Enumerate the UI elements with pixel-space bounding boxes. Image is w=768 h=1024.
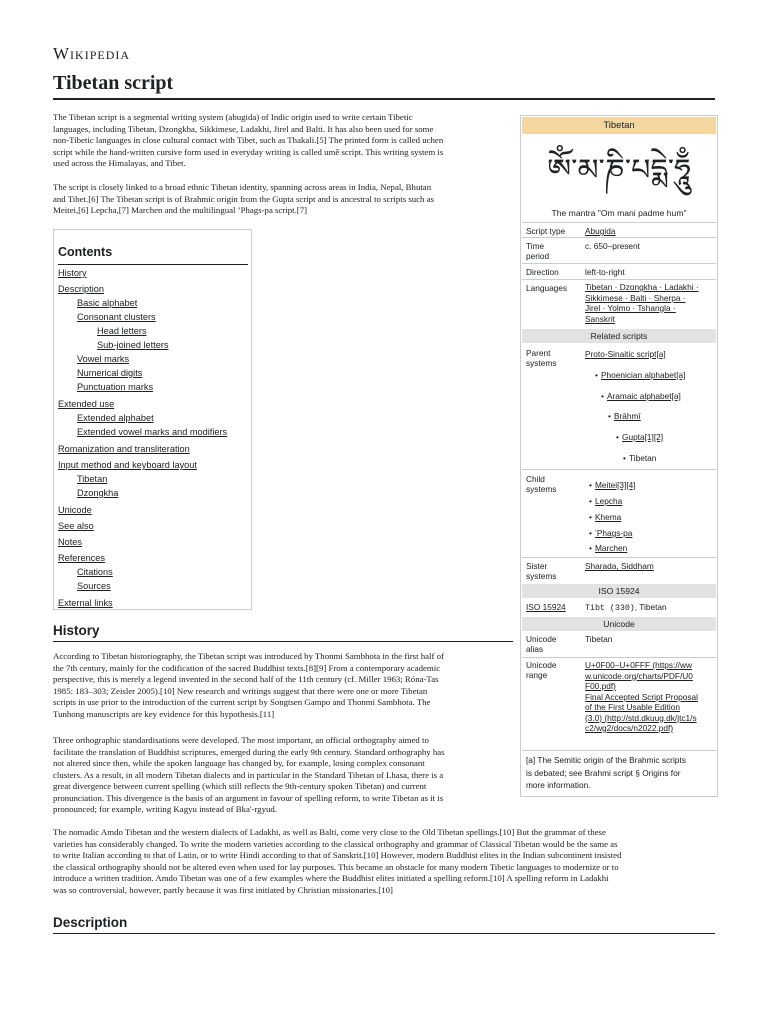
text-line: The nomadic Amdo Tibetan and the western dialects of Ladakhi, as well as Balti, come very close to the Old Tibetan spellings.[10] But the grammar of these — [53, 827, 606, 837]
toc-item[interactable]: Basic alphabet — [77, 298, 138, 308]
text-line: pronounced; for example, writing Kagyu instead of Bka'-rgyud. — [53, 804, 277, 814]
child-systems-label: Child systems — [526, 474, 557, 494]
wikipedia-logo[interactable]: Wikipedia — [53, 44, 131, 63]
parent-script[interactable]: Proto-Sinaitic script[a] — [585, 349, 666, 359]
bullet-icon: • — [589, 543, 592, 553]
bullet-icon: • — [623, 453, 626, 463]
infobox-note — [526, 754, 714, 792]
text-line: 1985: 183–303; Zeisler 2005).[10] New research and writings suggest that there were one or more Tibetan — [53, 685, 428, 696]
iso-code: Tibt (330) — [585, 604, 635, 613]
text-line: the classical orthography should not be altered even when used for lay purposes. This became an obstacle for many modern Tibetic languages to modernize or to — [53, 861, 619, 872]
time-period-value: c. 650–present — [585, 241, 640, 251]
text-line: Three orthographic standardisations were developed. The most important, an official orthography aimed to — [53, 735, 429, 745]
mantra-image[interactable]: ཨོཾ་མ་ཎི་པདྨེ་ཧཱུྃ — [547, 153, 691, 188]
bullet-icon: • — [589, 512, 592, 522]
text-line: According to Tibetan historiography, the Tibetan script was introduced by Thonmi Sambhota in the first half of — [53, 651, 444, 661]
text-line: pronunciation. This divergence is the basis of an argument in favour of spelling reform, to write Tibetan as it is — [53, 792, 444, 803]
toc-item[interactable]: Extended alphabet — [77, 413, 154, 423]
page-title: Tibetan script — [53, 72, 174, 94]
parent-script[interactable]: Brāhmī — [614, 411, 641, 421]
toc-item[interactable]: Tibetan — [77, 474, 108, 484]
languages-label: Languages — [526, 283, 568, 293]
toc-item[interactable]: Dzongkha — [77, 488, 119, 498]
toc-item[interactable]: Romanization and transliteration — [58, 444, 190, 454]
toc-item[interactable]: Punctuation marks — [77, 382, 154, 392]
text-line: great divergence between current spelling (which still reflects the 9th-century spoken Tibetan) and current — [53, 781, 427, 791]
text-line: facilitate the translation of Buddhist scriptures, emerged during the early 9th century. Standard orthography has — [53, 746, 445, 757]
bullet-icon: • — [589, 480, 592, 490]
range-line[interactable]: Final Accepted Script Proposal — [585, 691, 698, 702]
range-line[interactable]: (3.0) (http://std.dkuug.dk/jtc1/s — [585, 712, 697, 723]
bullet-icon: • — [589, 496, 592, 506]
text-line: non-Tibetic languages in close cultural contact with Tibet, such as Thakali.[5] The printed form is called uchen — [53, 135, 444, 145]
bullet-icon: • — [601, 391, 604, 401]
parent-script[interactable]: Gupta[1][2] — [622, 432, 664, 442]
toc-item[interactable]: Unicode — [58, 505, 92, 515]
toc-item[interactable]: Vowel marks — [77, 354, 130, 364]
row-divider — [522, 750, 716, 751]
parent-script[interactable]: Phoenician alphabet[a] — [601, 370, 686, 380]
unicode-range-value[interactable] — [585, 660, 713, 734]
bullet-icon: • — [589, 528, 592, 538]
time-period-label: Time period — [526, 241, 550, 261]
toc-item[interactable]: See also — [58, 521, 94, 531]
languages-line[interactable]: Sikkimese · Balti · Sherpa · — [585, 292, 686, 303]
history-paragraph-1 — [53, 651, 511, 720]
parent-script[interactable]: Aramaic alphabet[a] — [607, 391, 681, 401]
range-line[interactable]: of the First Usable Edition — [585, 702, 680, 712]
toc-item[interactable]: Head letters — [97, 326, 147, 336]
toc-item[interactable]: References — [58, 553, 105, 563]
iso-section-header: ISO 15924 — [522, 584, 716, 598]
toc-item[interactable]: Sources — [77, 581, 111, 591]
row-divider — [522, 237, 716, 238]
languages-line[interactable]: Sanskrit — [585, 313, 615, 324]
text-line: to write Italian according to that of Latin, or to write Hindi according to that of Sanskrit.[10] However, modern Buddhist elites in the Indian subcontinent insisted — [53, 850, 622, 860]
title-rule — [53, 98, 715, 100]
text-line: script while the hand-written cursive form used in everyday writing is called umê script. This writing system is — [53, 146, 444, 157]
iso-value — [585, 602, 713, 615]
infobox — [520, 115, 718, 797]
toc-item[interactable]: Notes — [58, 537, 83, 547]
text-line: scripts in use prior to the introduction of the current script by Songtsen Gampo and Thonmi Sambhota. The — [53, 697, 431, 707]
text-line: varieties has considerably changed. To write the modern varieties according to the classical orthography and grammar of Classical Tibetan would be the same as — [53, 838, 618, 849]
text-line: Tunhong manuscripts are key evidence for this hypothesis.[11] — [53, 708, 275, 719]
child-script[interactable]: Khema — [595, 512, 622, 522]
parent-systems-label: Parent systems — [526, 348, 557, 368]
toc-item[interactable]: External links — [58, 598, 113, 608]
text-line: The Tibetan script is a segmental writing system (abugida) of Indic origin used to write certain Tibetic — [53, 112, 413, 122]
note-line[interactable]: is debated; see Brahmi script § Origins for — [526, 767, 681, 778]
unicode-alias-label: Unicode alias — [526, 634, 557, 654]
text-line: used across the Himalayas, and Tibet. — [53, 158, 186, 168]
range-line[interactable]: F00.pdf) — [585, 681, 616, 691]
child-script[interactable]: Marchen — [595, 543, 628, 553]
table-of-contents — [53, 229, 252, 610]
unicode-section-header: Unicode — [522, 617, 716, 631]
toc-rule — [58, 264, 248, 265]
infobox-header: Tibetan — [522, 117, 716, 134]
toc-item[interactable]: Citations — [77, 567, 113, 577]
row-divider — [522, 657, 716, 658]
range-line[interactable]: w.unicode.org/charts/PDF/U0 — [585, 670, 693, 681]
toc-item[interactable]: Extended vowel marks and modifiers — [77, 427, 228, 437]
text-line: and Tibet.[6] The Tibetan script is of Brahmic origin from the Gupta script and is ancestral to scripts such as — [53, 193, 434, 204]
intro-paragraph-2 — [53, 182, 511, 217]
history-rule — [53, 641, 513, 642]
toc-item[interactable]: Numerical digits — [77, 368, 143, 378]
languages-value[interactable] — [585, 282, 713, 324]
note-line: more information. — [526, 780, 591, 790]
child-script[interactable]: Meitei[3][4] — [595, 480, 636, 490]
row-divider — [522, 222, 716, 223]
row-divider — [522, 557, 716, 558]
toc-title: Contents — [58, 245, 113, 259]
bullet-icon: • — [616, 432, 619, 442]
unicode-range-label: Unicode range — [526, 660, 557, 680]
text-line: the 7th century, mainly for the codification of the sacred Buddhist texts.[8][9] From a contemporary academic — [53, 662, 441, 673]
bullet-icon: • — [608, 411, 611, 421]
text-line: Meitei,[6] Lepcha,[7] Marchen and the multilingual ʼPhags-pa script.[7] — [53, 205, 308, 215]
related-scripts-header: Related scripts — [522, 329, 716, 343]
description-heading: Description — [53, 915, 128, 930]
row-divider — [522, 263, 716, 264]
direction-value: left-to-right — [585, 267, 625, 277]
toc-item[interactable]: Input method and keyboard layout — [58, 460, 197, 470]
sister-systems-value[interactable]: Sharada, Siddham — [585, 561, 654, 571]
direction-label: Direction — [526, 267, 559, 277]
text-line: was so controversial, however, partly because it was first initiated by Christian missionaries.[10] — [53, 884, 393, 895]
iso-label[interactable]: ISO 15924 — [526, 602, 566, 612]
bullet-icon: • — [595, 370, 598, 380]
text-line: The script is closely linked to a broad ethnic Tibetan identity, spanning across areas in India, Nepal, Bhutan — [53, 182, 432, 192]
history-paragraph-3 — [53, 827, 715, 896]
script-type-label: Script type — [526, 226, 566, 236]
text-line: languages, including Tibetan, Dzongkha, Sikkimese, Ladakhi, Jirel and Balti. It has also been used for some — [53, 123, 434, 134]
image-caption: The mantra "Om mani padme hum" — [551, 208, 687, 218]
intro-paragraph-1 — [53, 112, 511, 170]
child-script[interactable]: ʼPhags-pa — [595, 528, 633, 538]
history-paragraph-2 — [53, 735, 511, 816]
toc-item[interactable]: Extended use — [58, 399, 115, 409]
row-divider — [522, 279, 716, 280]
languages-line[interactable]: Tibetan · Dzongkha · Ladakhi · — [585, 282, 699, 292]
text-line: perspective, this is merely a legend invented in the second half of the 11th century (cf. Miller 1963; Róna-Tas — [53, 674, 439, 684]
child-script[interactable]: Lepcha — [595, 496, 623, 506]
unicode-alias-value: Tibetan — [585, 634, 613, 644]
sister-systems-label: Sister systems — [526, 561, 557, 581]
script-type-value[interactable]: Abugida — [585, 226, 616, 236]
history-heading: History — [53, 623, 100, 638]
toc-item[interactable]: Consonant clusters — [77, 312, 156, 322]
text-line: clusters. As a result, in all modern Tibetan dialects and in particular in the Standard Tibetan of Lhasa, there is a — [53, 769, 444, 780]
range-line[interactable]: U+0F00–U+0FFF (https://ww — [585, 660, 692, 670]
text-line: introduce a written tradition. Amdo Tibetan was one of a few examples where the Buddhist elites initiated a spelling reform.[10] A spelling reform in Ladakhi — [53, 873, 609, 883]
row-divider — [522, 469, 716, 470]
range-line[interactable]: c2/wg2/docs/n2022.pdf) — [585, 723, 674, 733]
description-rule — [53, 933, 715, 934]
toc-item[interactable]: Description — [58, 284, 104, 294]
toc-item[interactable]: Sub-joined letters — [97, 340, 169, 350]
toc-item[interactable]: History — [58, 268, 87, 278]
languages-line[interactable]: Jirel · Yolmo · Tshangla · — [585, 303, 676, 313]
parent-script: Tibetan — [629, 453, 657, 463]
iso-name: , Tibetan — [634, 602, 667, 612]
text-line: not altered since then, while the spoken language has changed by, for example, losing complex consonant — [53, 758, 425, 768]
note-line: [a] The Semitic origin of the Brahmic scripts — [526, 755, 686, 765]
